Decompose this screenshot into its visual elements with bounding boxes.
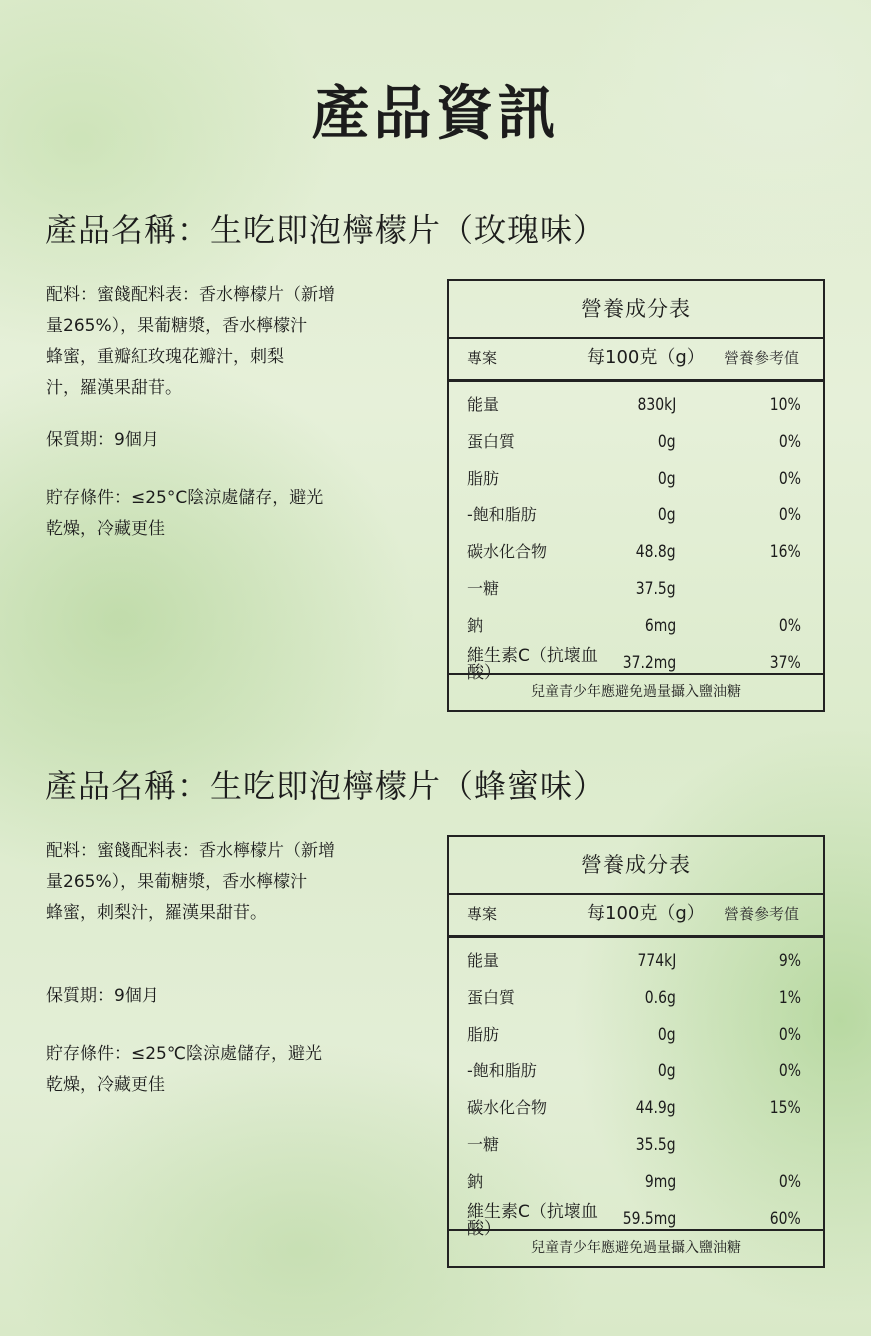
nutrition-table-title: 營養成分表 [449, 837, 823, 895]
shelf-life: 保質期：9個月 [46, 986, 159, 1006]
nutrition-table-header [449, 893, 823, 938]
ingredients-line: 量265%），果葡糖漿，香水檸檬汁 [46, 872, 308, 892]
nutrient-value: 0g [658, 1024, 676, 1045]
nutrient-value: 0g [658, 1061, 676, 1082]
nutrition-table-footer: 兒童青少年應避免過量攝入鹽油糖 [449, 1229, 823, 1266]
nutrient-value: 0g [658, 468, 676, 489]
nutrition-row [449, 943, 823, 980]
ingredients-line: 量265%），果葡糖漿，香水檸檬汁 [46, 316, 308, 336]
ingredients-line: 汁，羅漢果甜苷。 [46, 378, 182, 398]
nutrition-row [449, 387, 823, 424]
nutrient-nrv: 0% [778, 431, 801, 452]
header-nrv: 營養參考值 [723, 349, 799, 367]
nutrient-nrv: 60% [770, 1208, 801, 1229]
nutrient-value: 0g [658, 505, 676, 526]
storage-line: 乾燥，冷藏更佳 [46, 519, 165, 539]
nutrition-row [449, 980, 823, 1017]
product-section-honey [0, 761, 871, 1311]
nutrient-name: 脂肪 [467, 468, 500, 488]
nutrient-name: 維生素C（抗壞血酸） [467, 645, 598, 683]
header-item: 專案 [467, 349, 498, 367]
nutrition-row [449, 497, 823, 534]
nutrient-value: 37.2mg [622, 652, 676, 673]
storage-conditions [46, 1039, 366, 1101]
nutrient-value: 6mg [644, 615, 676, 636]
nutrient-name: 碳水化合物 [467, 1098, 548, 1118]
ingredients-line: 蜂蜜，重瓣紅玫瑰花瓣汁，刺梨 [46, 347, 284, 367]
storage-line: 乾燥，冷藏更佳 [46, 1075, 165, 1095]
ingredients-line: 配料：蜜餞配料表：香水檸檬片（新增 [46, 841, 335, 861]
nutrient-value: 0g [658, 431, 676, 452]
storage-conditions [46, 483, 366, 545]
nutrition-row [449, 1017, 823, 1054]
nutrient-value: 48.8g [636, 542, 676, 563]
nutrition-row [449, 571, 823, 608]
nutrition-row [449, 424, 823, 461]
nutrient-name: 脂肪 [467, 1024, 500, 1044]
shelf-life: 保質期：9個月 [46, 430, 159, 450]
nutrient-name: -飽和脂肪 [467, 1061, 537, 1081]
nutrient-value: 59.5mg [622, 1208, 676, 1229]
nutrient-name: 一糖 [467, 1134, 500, 1154]
page-title: 產品資訊 [311, 79, 560, 147]
nutrient-value: 37.5g [636, 578, 676, 599]
nutrition-row [449, 1090, 823, 1127]
storage-line: 貯存條件：≤25℃陰涼處儲存，避光 [46, 1044, 322, 1064]
nutrient-name: 蛋白質 [467, 431, 516, 451]
storage-line: 貯存條件：≤25°C陰涼處儲存，避光 [46, 488, 324, 508]
nutrient-nrv: 0% [778, 615, 801, 636]
nutrient-name: 碳水化合物 [467, 542, 548, 562]
nutrient-name: -飽和脂肪 [467, 505, 537, 525]
nutrient-name: 維生素C（抗壞血酸） [467, 1201, 598, 1239]
nutrient-nrv: 0% [778, 1061, 801, 1082]
nutrient-name: 一糖 [467, 578, 500, 598]
nutrition-row [449, 461, 823, 498]
nutrient-nrv: 0% [778, 1024, 801, 1045]
nutrition-table [447, 835, 825, 1268]
header-nrv: 營養參考值 [723, 905, 799, 923]
nutrient-value: 9mg [644, 1171, 676, 1192]
nutrient-nrv: 15% [770, 1098, 801, 1119]
nutrition-table-header [449, 337, 823, 382]
ingredients-line: 蜂蜜，刺梨汁，羅漢果甜苷。 [46, 903, 267, 923]
nutrition-row [449, 534, 823, 571]
ingredients-line: 配料：蜜餞配料表：香水檸檬片（新增 [46, 285, 335, 305]
nutrition-row [449, 1053, 823, 1090]
nutrient-value: 0.6g [644, 987, 676, 1008]
nutrient-value: 774kJ [637, 951, 676, 971]
nutrient-nrv: 0% [778, 505, 801, 526]
nutrient-nrv: 0% [778, 468, 801, 489]
nutrition-table [447, 279, 825, 712]
nutrient-value: 830kJ [637, 395, 676, 415]
nutrient-name: 能量 [467, 951, 500, 970]
ingredients-text [46, 836, 366, 929]
header-item: 專案 [467, 905, 498, 923]
nutrition-row [449, 1127, 823, 1164]
product-section-rose [0, 205, 871, 755]
nutrient-name: 鈉 [467, 615, 484, 635]
ingredients-text [46, 280, 366, 404]
nutrient-nrv: 37% [770, 652, 801, 673]
nutrient-nrv: 0% [778, 1171, 801, 1192]
nutrient-name: 鈉 [467, 1171, 484, 1191]
nutrition-table-title: 營養成分表 [449, 281, 823, 339]
header-per-100g: 每100克（g） [587, 903, 705, 924]
nutrient-value: 35.5g [636, 1134, 676, 1155]
nutrient-nrv: 16% [770, 542, 801, 563]
nutrient-nrv: 10% [770, 395, 801, 415]
nutrient-value: 44.9g [636, 1098, 676, 1119]
nutrition-row [449, 1164, 823, 1201]
nutrient-name: 蛋白質 [467, 987, 516, 1007]
nutrient-nrv: 9% [778, 951, 801, 971]
product-name: 產品名稱：生吃即泡檸檬片（玫瑰味） [45, 211, 607, 249]
nutrition-row [449, 608, 823, 645]
nutrient-nrv: 1% [778, 987, 801, 1008]
nutrient-name: 能量 [467, 395, 500, 414]
product-name: 產品名稱：生吃即泡檸檬片（蜂蜜味） [45, 767, 607, 805]
nutrition-table-footer: 兒童青少年應避免過量攝入鹽油糖 [449, 673, 823, 710]
header-per-100g: 每100克（g） [587, 347, 705, 368]
